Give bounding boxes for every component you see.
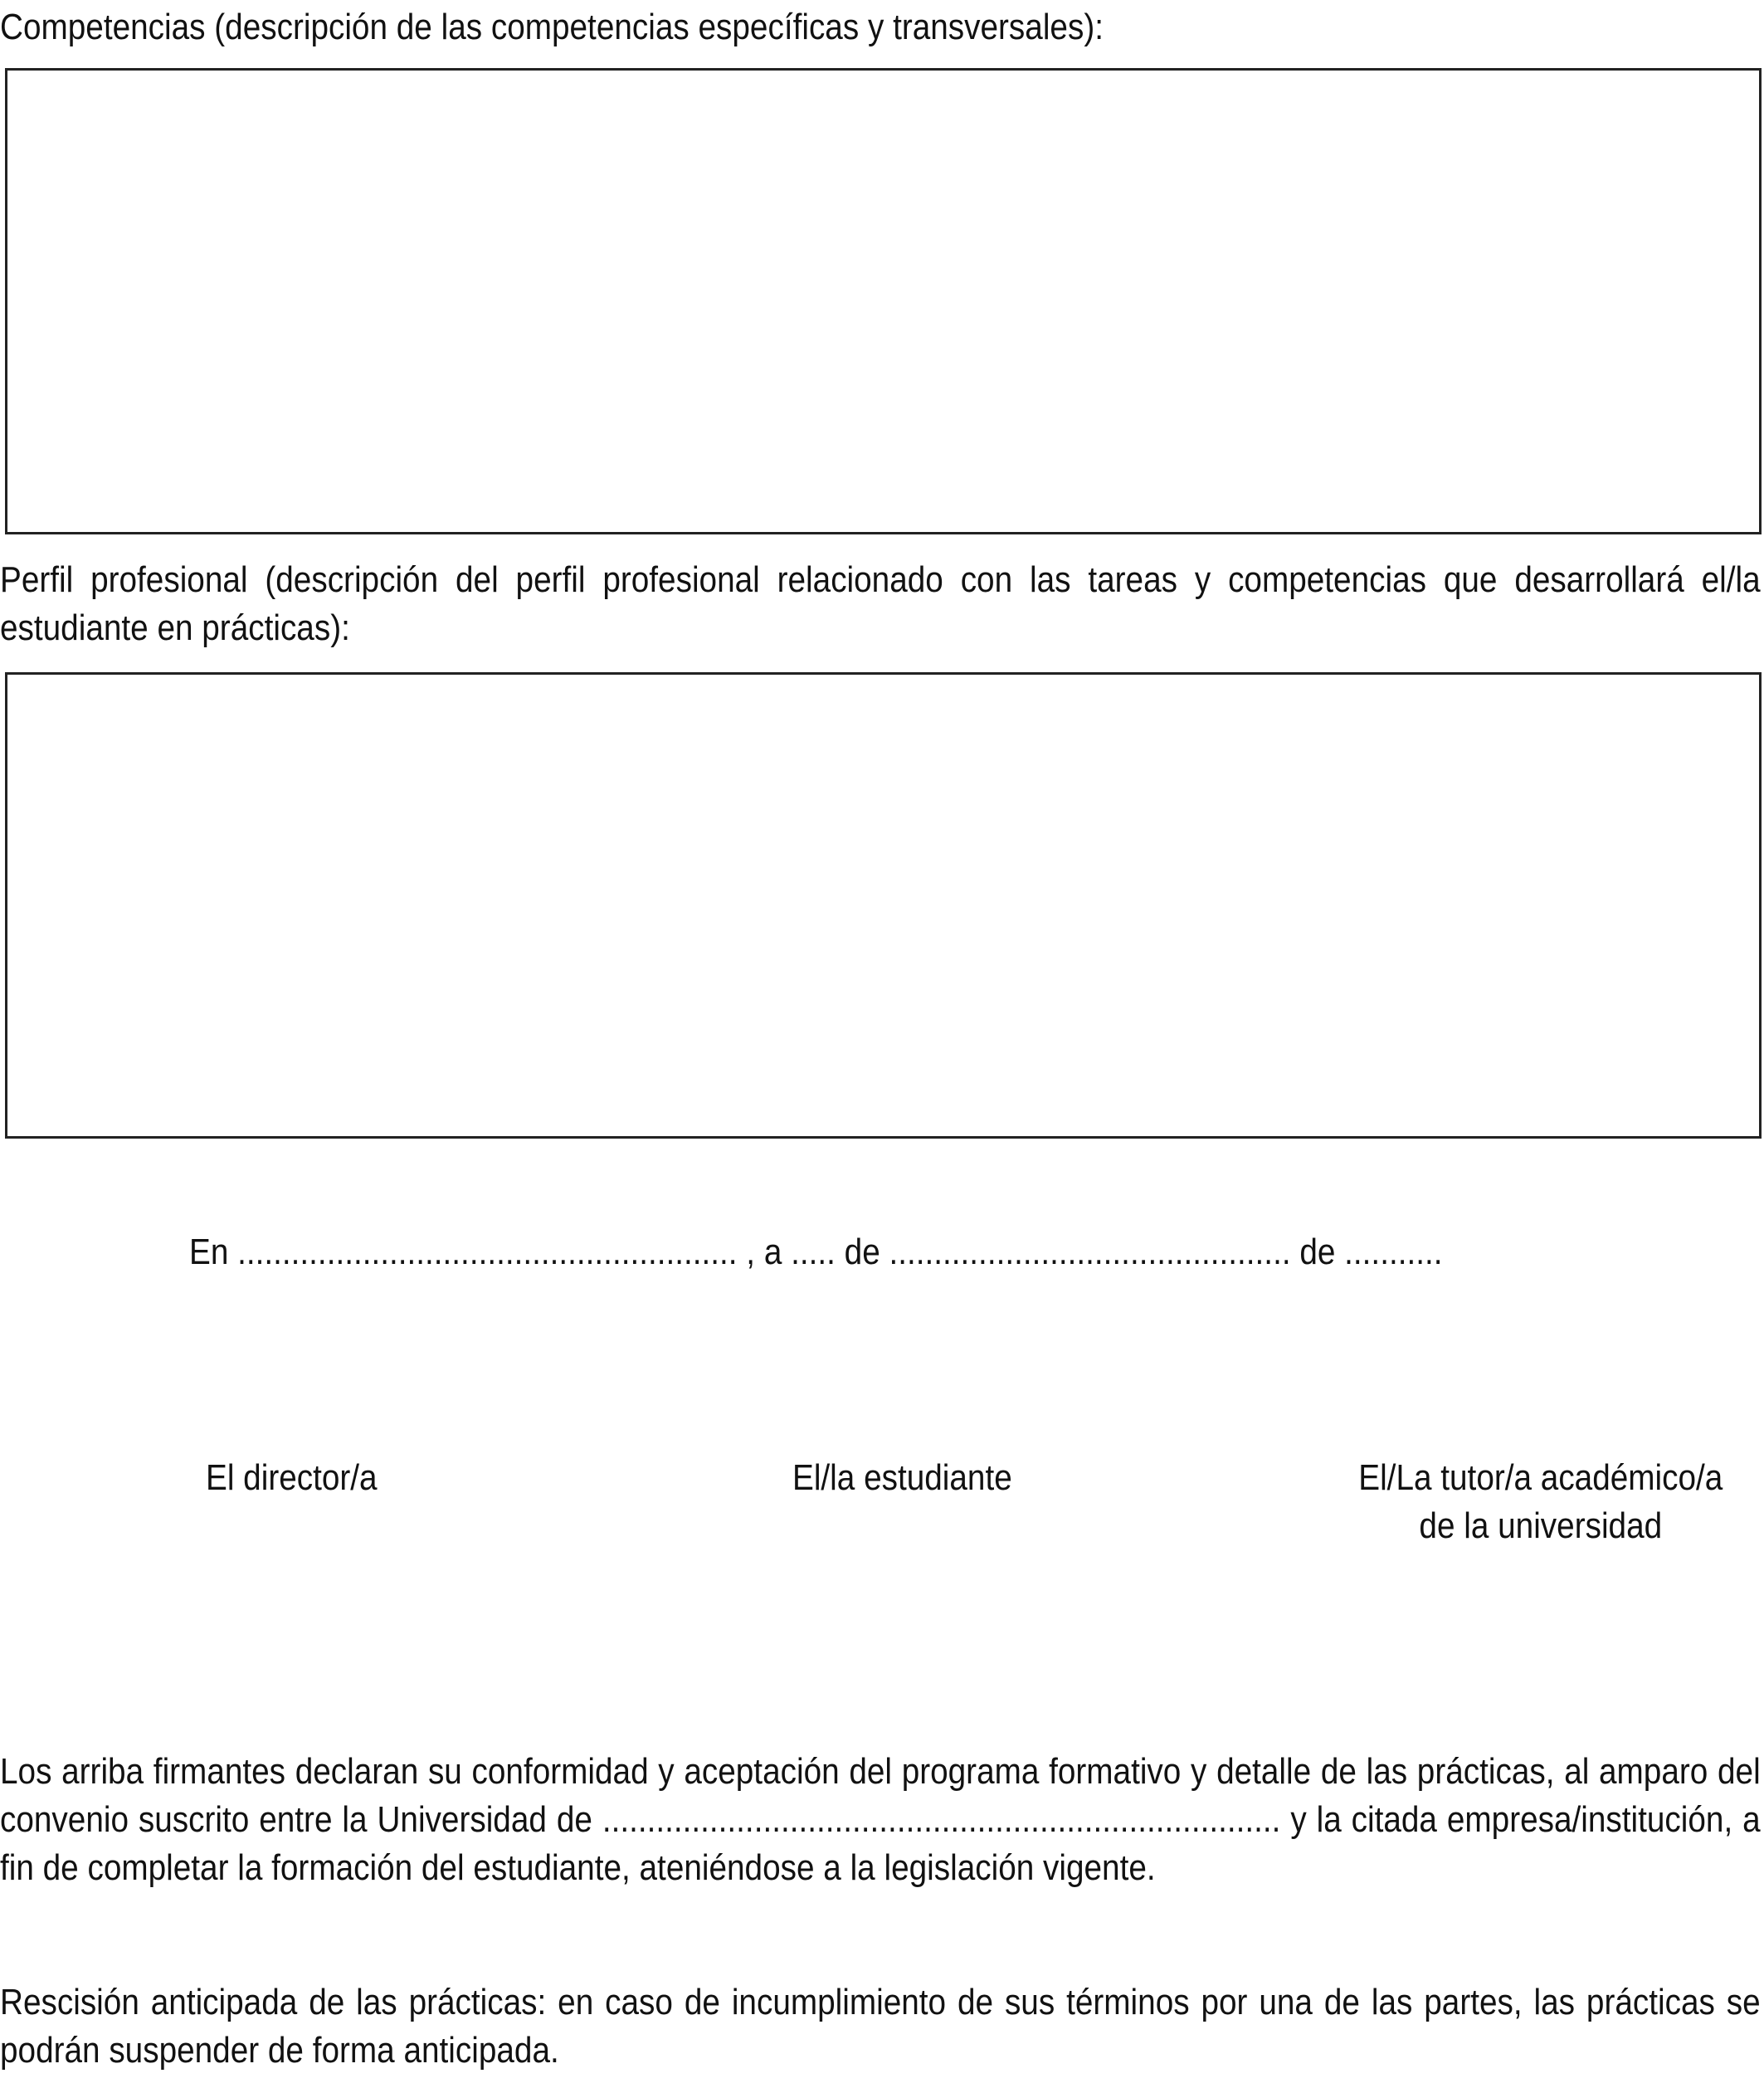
place-date-line: En ........................................................ , a ..... de ............................................. de ........... [189,1232,1443,1272]
perfil-profesional-textarea[interactable] [5,672,1762,1139]
rescission-paragraph: Rescisión anticipada de las prácticas: en caso de incumplimiento de sus términos por una de las partes, las prácticas se podrán suspender de forma anticipada. [0,1982,1761,2071]
competencias-textarea[interactable] [5,68,1762,534]
signature-student: El/la estudiante [792,1457,1012,1498]
signature-tutor-line1: El/La tutor/a académico/a [1358,1457,1723,1498]
signature-tutor [1296,1454,1764,1550]
competencias-label: Competencias (descripción de las competencias específicas y transversales): [0,7,1104,47]
declaration-paragraph: Los arriba firmantes declaran su conformidad y aceptación del programa formativo y detalle de las prácticas, al amparo del convenio suscrito entre la Universidad de ............................................................................ y la citada empresa/institución, a fin de completar la formación del estudiante, ateniéndose a la legislación vigente. [0,1751,1761,1888]
signature-tutor-line2: de la universidad [1419,1505,1663,1546]
perfil-profesional-label: Perfil profesional (descripción del perfil profesional relacionado con las tareas y competencias que desarrollará el/la estudiante en prácticas): [0,559,1761,648]
signature-director: El director/a [206,1457,378,1498]
